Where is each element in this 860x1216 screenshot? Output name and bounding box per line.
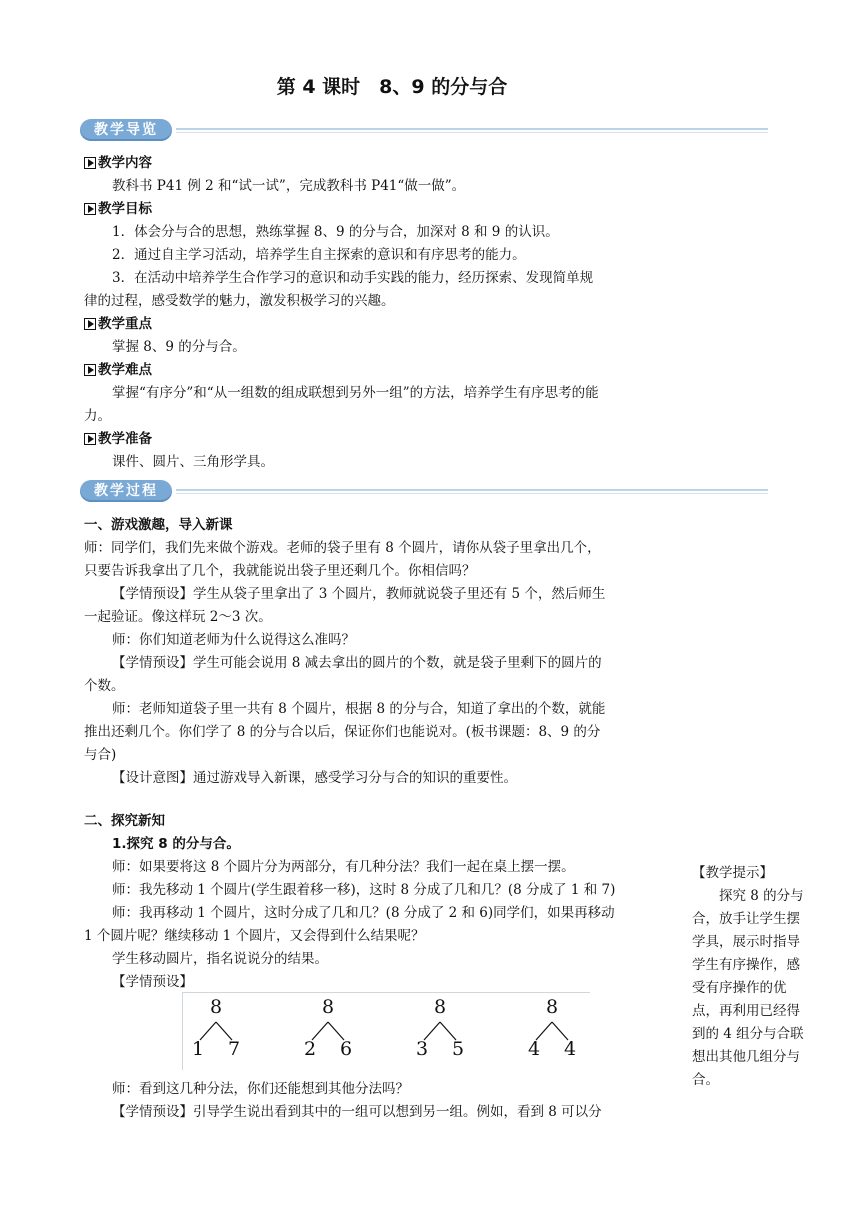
part1-line: 一起验证。像这样玩 2～3 次。 — [84, 609, 272, 625]
part2-line: 师：如果要将这 8 个圆片分为两部分，有几种分法？我们一起在桌上摆一摆。 — [112, 859, 575, 875]
content-line: 教科书 P41 例 2 和“试一试”，完成教科书 P41“做一做”。 — [112, 178, 466, 194]
teaching-tip-line: 探究 8 的分与 — [692, 888, 804, 904]
play-marker-icon — [84, 364, 96, 376]
goal-line-4: 律的过程，感受数学的魅力，激发积极学习的兴趣。 — [84, 293, 395, 309]
part1-heading: 一、游戏激趣，导入新课 — [84, 517, 233, 533]
teaching-tip-line: 学具，展示时指导 — [692, 934, 800, 950]
split-total: 8 — [321, 996, 335, 1018]
split-left: 2 — [303, 1038, 317, 1060]
teaching-tip-line: 想出其他几组分与 — [692, 1049, 800, 1065]
split-total: 8 — [209, 996, 223, 1018]
part2-after-line: 【学情预设】引导学生说出看到其中的一组可以想到另一组。例如，看到 8 可以分 — [112, 1104, 602, 1120]
part1-line: 师：老师知道袋子里一共有 8 个圆片，根据 8 的分与合，知道了拿出的个数，就能 — [112, 701, 606, 717]
part2-after-line: 师：看到这几种分法，你们还能想到其他分法吗？ — [112, 1081, 409, 1097]
part1-line: 师：同学们，我们先来做个游戏。老师的袋子里有 8 个圆片，请你从袋子里拿出几个， — [84, 540, 601, 556]
heading-goals: 教学目标 — [84, 198, 152, 220]
heading-content: 教学内容 — [84, 152, 152, 174]
teaching-tip-line: 到的 4 组分与合联 — [692, 1026, 804, 1042]
part1-line: 【学情预设】学生从袋子里拿出了 3 个圆片，教师就说袋子里还有 5 个，然后师生 — [112, 586, 606, 602]
play-marker-icon — [84, 203, 96, 215]
teaching-tip-title: 【教学提示】 — [692, 865, 773, 881]
banner-process-label: 教学过程 — [80, 480, 172, 502]
banner-guide — [80, 119, 690, 141]
teaching-tip-line: 学生有序操作，感 — [692, 957, 800, 973]
part1-line: 【设计意图】通过游戏导入新课，感受学习分与合的知识的重要性。 — [112, 770, 517, 786]
part1-line: 个数。 — [84, 678, 125, 694]
goal-line-1: 1．体会分与合的思想，熟练掌握 8、9 的分与合，加深对 8 和 9 的认识。 — [112, 224, 559, 240]
page-title: 第 4 课时 8、9 的分与合 — [276, 76, 508, 98]
teaching-tip-line: 受有序操作的优 — [692, 980, 787, 996]
play-marker-icon — [84, 433, 96, 445]
split-left: 4 — [527, 1038, 541, 1060]
part2-heading: 二、探究新知 — [84, 813, 165, 829]
part1-line: 【学情预设】学生可能会说用 8 减去拿出的圆片的个数，就是袋子里剩下的圆片的 — [112, 655, 602, 671]
part2-line: 师：我再移动 1 个圆片，这时分成了几和几？(8 分成了 2 和 6)同学们，如果再移动 — [112, 905, 615, 921]
part1-line: 只要告诉我拿出了几个，我就能说出袋子里还剩几个。你相信吗？ — [84, 563, 476, 579]
banner-guide-label: 教学导览 — [80, 119, 172, 141]
part2-subheading: 1.探究 8 的分与合。 — [112, 836, 240, 852]
teaching-tip — [692, 862, 832, 1092]
part1-line: 师：你们知道老师为什么说得这么准吗？ — [112, 632, 355, 648]
teaching-tip-line: 合。 — [692, 1072, 719, 1088]
heading-key: 教学重点 — [84, 313, 152, 335]
part2-line: 师：我先移动 1 个圆片(学生跟着移一移)，这时 8 分成了几和几？(8 分成了 1 和 7) — [112, 882, 616, 898]
part2-line: 学生移动圆片，指名说说分的结果。 — [112, 951, 328, 967]
split-right: 5 — [451, 1038, 465, 1060]
key-line: 掌握 8、9 的分与合。 — [112, 339, 246, 355]
teaching-tip-line: 合，放手让学生摆 — [692, 911, 800, 927]
heading-difficulty: 教学难点 — [84, 359, 152, 381]
play-marker-icon — [84, 157, 96, 169]
play-marker-icon — [84, 318, 96, 330]
part2-line: 【学情预设】 — [112, 974, 193, 990]
split-right: 6 — [339, 1038, 353, 1060]
goal-line-2: 2．通过自主学习活动，培养学生自主探索的意识和有序思考的能力。 — [112, 247, 526, 263]
part1-line: 推出还剩几个。你们学了 8 的分与合以后，保证你们也能说对。(板书课题：8、9 的分 — [84, 724, 601, 740]
split-total: 8 — [433, 996, 447, 1018]
split-left: 1 — [191, 1038, 205, 1060]
prep-line: 课件、圆片、三角形学具。 — [112, 454, 274, 470]
difficulty-line-2: 力。 — [84, 408, 111, 424]
split-right: 7 — [227, 1038, 241, 1060]
teaching-tip-line: 点，再利用已经得 — [692, 1003, 800, 1019]
difficulty-line-1: 掌握“有序分”和“从一组数的组成联想到另外一组”的方法，培养学生有序思考的能 — [112, 385, 599, 401]
part1-line: 与合) — [84, 747, 117, 763]
part2-line: 1 个圆片呢？继续移动 1 个圆片，又会得到什么结果呢？ — [84, 928, 425, 944]
banner-process — [80, 480, 690, 502]
split-right: 4 — [563, 1038, 577, 1060]
heading-prep: 教学准备 — [84, 428, 152, 450]
split-left: 3 — [415, 1038, 429, 1060]
split-total: 8 — [545, 996, 559, 1018]
split-diagram — [182, 992, 590, 1070]
goal-line-3: 3．在活动中培养学生合作学习的意识和动手实践的能力，经历探索、发现简单规 — [112, 270, 594, 286]
